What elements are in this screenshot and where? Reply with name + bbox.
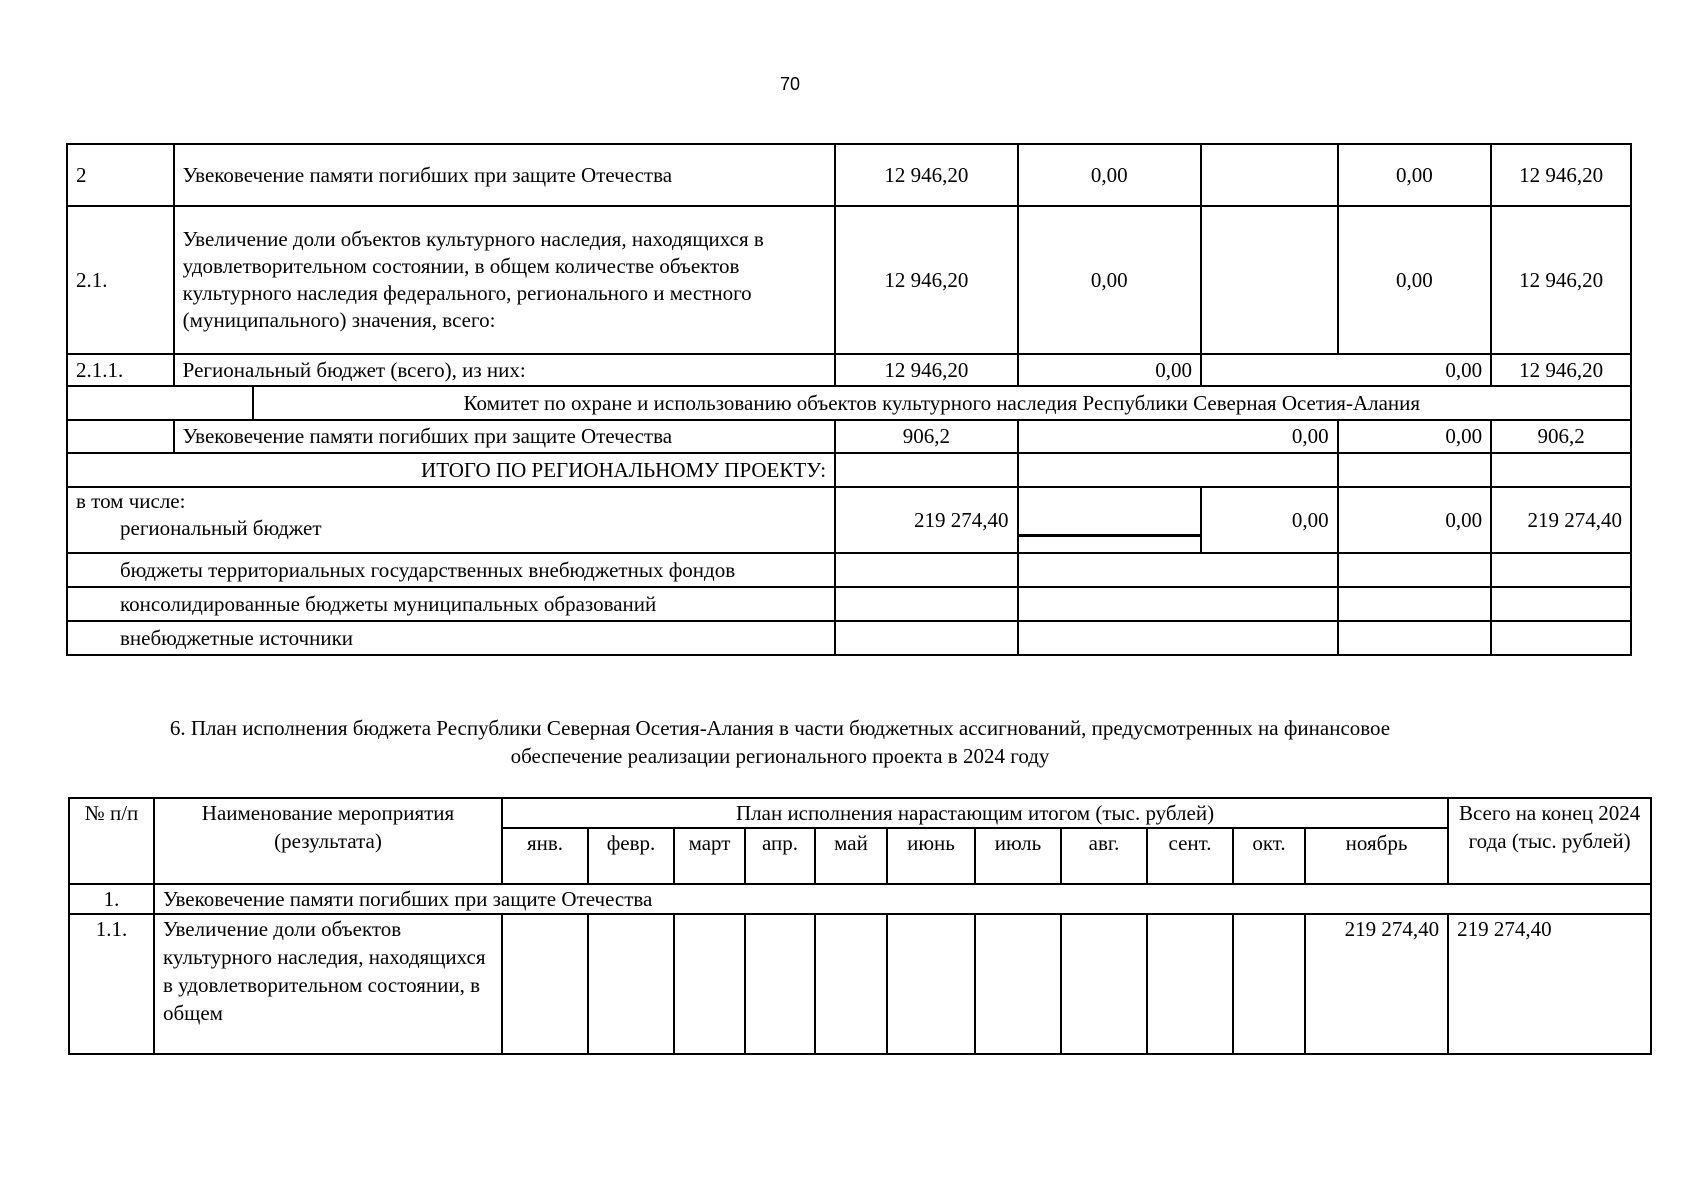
empty-cell — [67, 386, 253, 420]
empty-cell — [835, 453, 1017, 487]
value-cell: 0,00 — [1018, 354, 1201, 386]
month-cell — [1233, 914, 1305, 1054]
regional-budget-label — [67, 487, 835, 553]
empty-cell — [1338, 621, 1492, 655]
empty-cell — [1338, 453, 1492, 487]
table-row — [67, 587, 1631, 621]
month-header: янв. — [502, 828, 588, 884]
month-header: июль — [975, 828, 1061, 884]
empty-cell — [835, 553, 1017, 587]
empty-cell — [1338, 587, 1492, 621]
month-header: март — [674, 828, 745, 884]
total-label: ИТОГО ПО РЕГИОНАЛЬНОМУ ПРОЕКТУ: — [67, 453, 835, 487]
including-label: в том числе: — [76, 489, 186, 513]
table-row — [67, 144, 1631, 206]
plan-table — [68, 797, 1652, 1055]
table-row — [67, 354, 1631, 386]
header-row — [69, 798, 1651, 828]
value-cell: 906,2 — [1491, 420, 1631, 453]
empty-cell — [1018, 621, 1338, 655]
month-header: февр. — [588, 828, 674, 884]
table-row — [67, 420, 1631, 453]
month-cell — [815, 914, 887, 1054]
row-number: 1.1. — [69, 914, 154, 1054]
empty-cell — [1491, 553, 1631, 587]
month-cell — [1147, 914, 1233, 1054]
empty-cell — [1338, 553, 1492, 587]
row-number: 2.1.1. — [67, 354, 174, 386]
funds-label: бюджеты территориальных государственных внебюджетных фондов — [67, 553, 835, 587]
november-value: 219 274,40 — [1305, 914, 1448, 1054]
table-row — [67, 453, 1631, 487]
value-cell — [1201, 144, 1338, 206]
month-header: сент. — [1147, 828, 1233, 884]
col-total-header: Всего на конец 2024 года (тыс. рублей) — [1448, 798, 1651, 884]
value-cell: 0,00 — [1338, 420, 1492, 453]
row-name: Увековечение памяти погибших при защите Отечества — [174, 144, 835, 206]
value-cell: 0,00 — [1201, 487, 1338, 553]
col-plan-header: План исполнения нарастающим итогом (тыс. рублей) — [502, 798, 1448, 828]
extra-budget-label: внебюджетные источники — [67, 621, 835, 655]
row-name: Увековечение памяти погибших при защите Отечества — [174, 420, 835, 453]
total-value: 219 274,40 — [1448, 914, 1651, 1054]
row-name: Региональный бюджет (всего), из них: — [174, 354, 835, 386]
section-heading-line2: обеспечение реализации регионального проекта в 2024 году — [510, 744, 1050, 768]
col-name-header: Наименование мероприятия (результата) — [154, 798, 502, 884]
month-cell — [502, 914, 588, 1054]
table-row — [67, 206, 1631, 354]
empty-cell — [1491, 453, 1631, 487]
value-cell: 0,00 — [1201, 354, 1491, 386]
table-row — [69, 914, 1651, 1054]
value-cell: 0,00 — [1338, 144, 1492, 206]
value-cell: 219 274,40 — [1491, 487, 1631, 553]
value-cell: 12 946,20 — [835, 206, 1017, 354]
table-row — [67, 553, 1631, 587]
empty-cell — [1491, 587, 1631, 621]
row-name: Увеличение доли объектов культурного наследия, находящихся в удовлетворительном состоянии, в общем количестве объектов культурного наследия федерального, регионального и местного (муниципального) значения, всего: — [174, 206, 835, 354]
committee-name: Комитет по охране и использованию объектов культурного наследия Республики Северная Осетия-Алания — [253, 386, 1631, 420]
table-row — [67, 621, 1631, 655]
month-header: авг. — [1061, 828, 1147, 884]
regional-label: региональный бюджет — [120, 516, 322, 540]
month-cell — [887, 914, 975, 1054]
section-heading-line1: 6. План исполнения бюджета Республики Северная Осетия-Алания в части бюджетных ассигнований, предусмотренных на финансовое — [169, 716, 1391, 740]
page-number: 70 — [779, 74, 801, 94]
empty-cell — [835, 621, 1017, 655]
empty-cell — [1018, 553, 1338, 587]
value-cell: 0,00 — [1338, 487, 1492, 553]
value-cell: 12 946,20 — [1491, 144, 1631, 206]
value-cell: 906,2 — [835, 420, 1017, 453]
row-number: 2 — [67, 144, 174, 206]
municipal-label: консолидированные бюджеты муниципальных образований — [67, 587, 835, 621]
split-cell — [1018, 487, 1201, 553]
month-header: май — [815, 828, 887, 884]
row-number: 1. — [69, 884, 154, 914]
value-cell: 12 946,20 — [835, 144, 1017, 206]
value-cell: 0,00 — [1018, 206, 1201, 354]
value-cell: 0,00 — [1338, 206, 1492, 354]
empty-cell — [1491, 621, 1631, 655]
value-cell: 12 946,20 — [1491, 206, 1631, 354]
month-header: ноябрь — [1305, 828, 1448, 884]
month-header: окт. — [1233, 828, 1305, 884]
month-header: апр. — [745, 828, 815, 884]
budget-table — [66, 143, 1632, 656]
section-heading — [60, 714, 1500, 770]
month-cell — [1061, 914, 1147, 1054]
empty-cell — [835, 587, 1017, 621]
value-cell — [1201, 206, 1338, 354]
value-cell: 0,00 — [1018, 144, 1201, 206]
col-number-header: № п/п — [69, 798, 154, 884]
month-cell — [674, 914, 745, 1054]
row-name: Увековечение памяти погибших при защите Отечества — [154, 884, 1651, 914]
table-row — [67, 487, 1631, 553]
row-number: 2.1. — [67, 206, 174, 354]
empty-cell — [67, 420, 174, 453]
month-cell — [588, 914, 674, 1054]
month-cell — [745, 914, 815, 1054]
value-cell: 0,00 — [1018, 420, 1338, 453]
value-cell: 12 946,20 — [835, 354, 1017, 386]
empty-cell — [1018, 587, 1338, 621]
value-cell: 219 274,40 — [835, 487, 1017, 553]
row-name: Увеличение доли объектов культурного наследия, находящихся в удовлетворительном состоянии, в общем — [154, 914, 502, 1054]
empty-cell — [1018, 453, 1338, 487]
table-row — [67, 386, 1631, 420]
month-cell — [975, 914, 1061, 1054]
value-cell: 12 946,20 — [1491, 354, 1631, 386]
month-header: июнь — [887, 828, 975, 884]
table-row — [69, 884, 1651, 914]
